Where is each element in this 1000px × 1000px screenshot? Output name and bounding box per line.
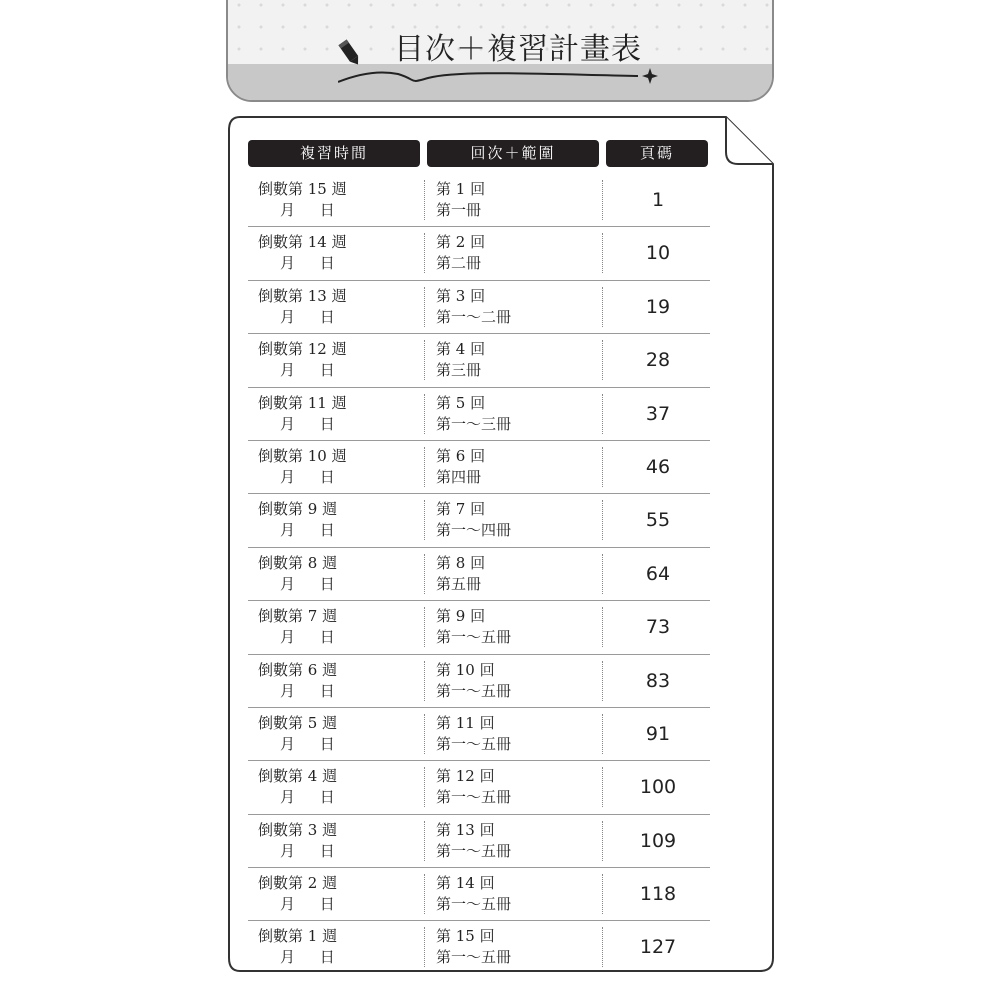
week-label: 倒數第 5 週 xyxy=(258,713,338,732)
round-label: 第 12 回 xyxy=(436,767,495,786)
round-label: 第 6 回 xyxy=(436,446,486,465)
header-review-time: 複習時間 xyxy=(248,140,420,167)
week-label: 倒數第 4 週 xyxy=(258,767,338,786)
page-number: 109 xyxy=(639,829,677,852)
table-row xyxy=(248,281,710,334)
title-banner xyxy=(226,0,774,102)
table-row xyxy=(248,388,710,441)
scope-label: 第二冊 xyxy=(436,254,482,273)
swoosh-underline xyxy=(338,64,668,88)
review-time-cell xyxy=(258,179,423,221)
table-row xyxy=(248,548,710,601)
page-number: 37 xyxy=(645,402,671,425)
week-label: 倒數第 1 週 xyxy=(258,927,338,946)
page-number: 19 xyxy=(645,295,671,318)
round-range-cell xyxy=(436,232,596,274)
scope-label: 第一～三冊 xyxy=(436,414,512,433)
header-round-range: 回次＋範圍 xyxy=(427,140,599,167)
table-row xyxy=(248,441,710,494)
dotted-divider xyxy=(424,927,425,967)
scope-label: 第一～五冊 xyxy=(436,895,512,914)
review-time-cell xyxy=(258,926,423,968)
week-label: 倒數第 10 週 xyxy=(258,446,347,465)
review-time-cell xyxy=(258,446,423,488)
round-range-cell xyxy=(436,446,596,488)
week-label: 倒數第 6 週 xyxy=(258,660,338,679)
date-blank: 月 日 xyxy=(280,895,335,914)
date-blank: 月 日 xyxy=(280,254,335,273)
week-label: 倒數第 9 週 xyxy=(258,500,338,519)
table-row xyxy=(248,761,710,814)
table-row xyxy=(248,494,710,547)
scope-label: 第一～五冊 xyxy=(436,948,512,967)
sparkle-icon xyxy=(642,68,658,84)
week-label: 倒數第 2 週 xyxy=(258,874,338,893)
round-label: 第 5 回 xyxy=(436,393,486,412)
dotted-divider xyxy=(602,767,603,807)
dotted-divider xyxy=(424,714,425,754)
dotted-divider xyxy=(424,874,425,914)
week-label: 倒數第 7 週 xyxy=(258,607,338,626)
week-label: 倒數第 12 週 xyxy=(258,340,347,359)
date-blank: 月 日 xyxy=(280,521,335,540)
round-label: 第 10 回 xyxy=(436,660,495,679)
date-blank: 月 日 xyxy=(280,681,335,700)
schedule-card xyxy=(228,116,774,972)
date-blank: 月 日 xyxy=(280,788,335,807)
round-label: 第 7 回 xyxy=(436,500,486,519)
round-label: 第 11 回 xyxy=(436,713,495,732)
round-range-cell xyxy=(436,606,596,648)
schedule-rows xyxy=(248,174,710,974)
date-blank: 月 日 xyxy=(280,574,335,593)
page-number: 100 xyxy=(639,776,677,799)
page-number: 64 xyxy=(645,562,671,585)
dotted-divider xyxy=(424,767,425,807)
dotted-divider xyxy=(602,500,603,540)
round-label: 第 8 回 xyxy=(436,553,486,572)
review-time-cell xyxy=(258,232,423,274)
dotted-divider xyxy=(424,180,425,220)
round-label: 第 14 回 xyxy=(436,874,495,893)
page-number: 127 xyxy=(639,936,677,959)
scope-label: 第五冊 xyxy=(436,574,482,593)
round-range-cell xyxy=(436,179,596,221)
date-blank: 月 日 xyxy=(280,307,335,326)
scope-label: 第四冊 xyxy=(436,467,482,486)
week-label: 倒數第 13 週 xyxy=(258,286,347,305)
round-label: 第 2 回 xyxy=(436,233,486,252)
review-time-cell xyxy=(258,766,423,808)
dotted-divider xyxy=(424,607,425,647)
dotted-divider xyxy=(602,714,603,754)
dotted-divider xyxy=(602,661,603,701)
round-label: 第 4 回 xyxy=(436,340,486,359)
dotted-divider xyxy=(424,554,425,594)
round-label: 第 3 回 xyxy=(436,286,486,305)
page-title: 目次＋複習計畫表 xyxy=(394,32,642,67)
table-row xyxy=(248,921,710,973)
dotted-divider xyxy=(602,340,603,380)
scope-label: 第一～五冊 xyxy=(436,734,512,753)
dotted-divider xyxy=(424,661,425,701)
week-label: 倒數第 14 週 xyxy=(258,233,347,252)
round-range-cell xyxy=(436,660,596,702)
date-blank: 月 日 xyxy=(280,201,335,219)
dotted-divider xyxy=(424,821,425,861)
review-time-cell xyxy=(258,606,423,648)
round-range-cell xyxy=(436,873,596,915)
dotted-divider xyxy=(602,233,603,273)
table-row xyxy=(248,334,710,387)
week-label: 倒數第 3 週 xyxy=(258,820,338,839)
date-blank: 月 日 xyxy=(280,948,335,967)
page-number: 10 xyxy=(645,242,671,265)
round-range-cell xyxy=(436,766,596,808)
date-blank: 月 日 xyxy=(280,841,335,860)
review-time-cell xyxy=(258,713,423,755)
scope-label: 第一冊 xyxy=(436,201,482,219)
dotted-divider xyxy=(602,180,603,220)
page-number: 73 xyxy=(645,616,671,639)
dotted-divider xyxy=(602,874,603,914)
table-row xyxy=(248,174,710,227)
date-blank: 月 日 xyxy=(280,734,335,753)
date-blank: 月 日 xyxy=(280,467,335,486)
scope-label: 第一～五冊 xyxy=(436,788,512,807)
round-range-cell xyxy=(436,820,596,862)
scope-label: 第一～二冊 xyxy=(436,307,512,326)
table-row xyxy=(248,227,710,280)
page-number: 83 xyxy=(645,669,671,692)
date-blank: 月 日 xyxy=(280,361,335,380)
table-row xyxy=(248,815,710,868)
round-range-cell xyxy=(436,286,596,328)
round-label: 第 13 回 xyxy=(436,820,495,839)
dotted-divider xyxy=(602,554,603,594)
scope-label: 第一～五冊 xyxy=(436,841,512,860)
round-label: 第 15 回 xyxy=(436,927,495,946)
dotted-divider xyxy=(602,927,603,967)
round-range-cell xyxy=(436,713,596,755)
page-number: 46 xyxy=(645,455,671,478)
dotted-divider xyxy=(424,500,425,540)
scope-label: 第三冊 xyxy=(436,361,482,380)
table-row xyxy=(248,655,710,708)
review-time-cell xyxy=(258,286,423,328)
dotted-divider xyxy=(602,394,603,434)
dotted-divider xyxy=(424,447,425,487)
scope-label: 第一～五冊 xyxy=(436,628,512,647)
round-range-cell xyxy=(436,926,596,968)
date-blank: 月 日 xyxy=(280,414,335,433)
round-label: 第 9 回 xyxy=(436,607,486,626)
dotted-divider xyxy=(602,447,603,487)
dotted-divider xyxy=(424,340,425,380)
round-range-cell xyxy=(436,393,596,435)
review-time-cell xyxy=(258,660,423,702)
scope-label: 第一～五冊 xyxy=(436,681,512,700)
table-row xyxy=(248,601,710,654)
page-number: 118 xyxy=(639,883,677,906)
dotted-divider xyxy=(424,233,425,273)
dotted-divider xyxy=(602,287,603,327)
dotted-divider xyxy=(424,394,425,434)
review-time-cell xyxy=(258,820,423,862)
week-label: 倒數第 8 週 xyxy=(258,553,338,572)
review-time-cell xyxy=(258,873,423,915)
scope-label: 第一～四冊 xyxy=(436,521,512,540)
dotted-divider xyxy=(602,607,603,647)
dotted-divider xyxy=(424,287,425,327)
review-time-cell xyxy=(258,553,423,595)
table-row xyxy=(248,868,710,921)
header-page-number: 頁碼 xyxy=(606,140,708,167)
page-number: 1 xyxy=(651,189,665,211)
review-time-cell xyxy=(258,339,423,381)
table-row xyxy=(248,708,710,761)
round-range-cell xyxy=(436,339,596,381)
dotted-divider xyxy=(602,821,603,861)
page-number: 91 xyxy=(645,722,671,745)
round-range-cell xyxy=(436,499,596,541)
review-time-cell xyxy=(258,499,423,541)
round-range-cell xyxy=(436,553,596,595)
round-label: 第 1 回 xyxy=(436,180,486,198)
date-blank: 月 日 xyxy=(280,628,335,647)
week-label: 倒數第 15 週 xyxy=(258,180,347,198)
page-number: 28 xyxy=(645,349,671,372)
review-time-cell xyxy=(258,393,423,435)
week-label: 倒數第 11 週 xyxy=(258,393,347,412)
page-number: 55 xyxy=(645,509,671,532)
